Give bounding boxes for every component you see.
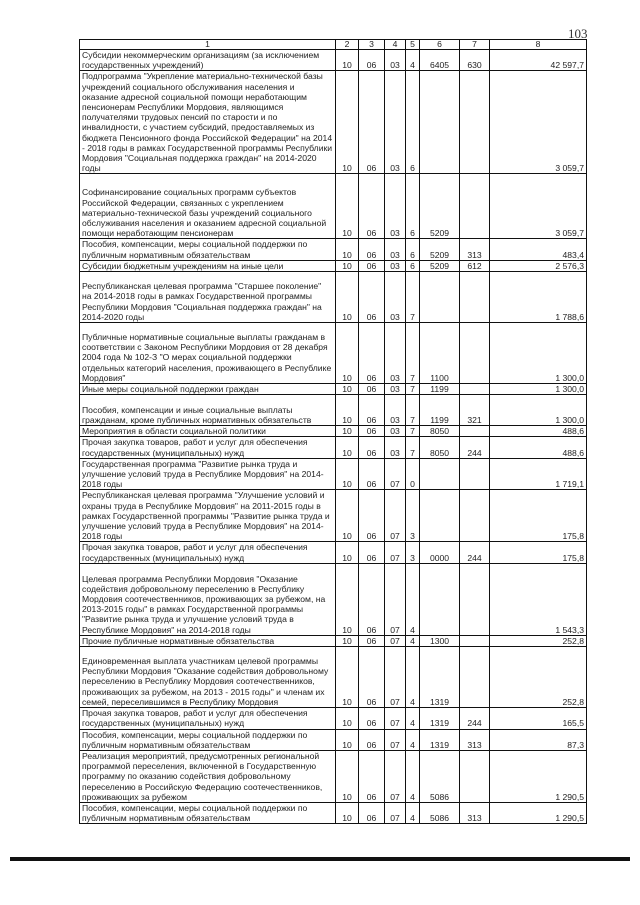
subsection-code-cell: 06 (359, 542, 385, 563)
page-number: 103 (568, 26, 588, 41)
program-code-cell: 07 (385, 563, 406, 635)
expense-type-cell (460, 323, 490, 384)
expense-type-cell (460, 174, 490, 239)
expense-type-cell (460, 490, 490, 542)
expense-type-cell: 313 (460, 802, 490, 823)
program-code-cell: 07 (385, 635, 406, 646)
subprogram-code-cell: 7 (406, 323, 420, 384)
subsection-code-cell: 06 (359, 729, 385, 750)
section-code-cell: 10 (336, 239, 359, 260)
column-header: 4 (385, 40, 406, 50)
subprogram-code-cell: 6 (406, 260, 420, 271)
column-header: 5 (406, 40, 420, 50)
table-row (80, 174, 587, 239)
amount-cell: 1 543,3 (490, 563, 587, 635)
column-header: 8 (490, 40, 587, 50)
subprogram-code-cell: 6 (406, 239, 420, 260)
row-name-cell: Пособия, компенсации, меры социальной поддержки по публичным нормативным обязательствам (80, 239, 336, 260)
program-code-cell: 03 (385, 50, 406, 71)
section-code-cell: 10 (336, 272, 359, 323)
program-code-cell: 07 (385, 750, 406, 802)
column-header: 7 (460, 40, 490, 50)
subsection-code-cell: 06 (359, 708, 385, 729)
amount-cell: 1 300,0 (490, 395, 587, 426)
section-code-cell: 10 (336, 729, 359, 750)
table-row (80, 708, 587, 729)
target-item-code-cell (420, 563, 460, 635)
subprogram-code-cell: 4 (406, 635, 420, 646)
subsection-code-cell: 06 (359, 647, 385, 708)
table-row (80, 458, 587, 490)
amount-cell: 3 059,7 (490, 71, 587, 174)
subprogram-code-cell: 4 (406, 729, 420, 750)
program-code-cell: 03 (385, 437, 406, 458)
row-name-cell: Подпрограмма "Укрепление материально-технической базы учреждений социального обслуживания населения и оказание адресной социальной помощи неработающим пенсионерам Республики Мордовия, являющимся получателями трудовых пенсий по старости и по инвалидности, с участием субсидий, предоставляемых из бюджета Пенсионного фонда Российской Федерации" на 2014 - 2018 годы в рамках Государственной программы Республики Мордовия "Социальная поддержка граждан" на 2014-2020 годы (80, 71, 336, 174)
subsection-code-cell: 06 (359, 323, 385, 384)
subsection-code-cell: 06 (359, 437, 385, 458)
section-code-cell: 10 (336, 384, 359, 395)
table-row (80, 729, 587, 750)
row-name-cell: Субсидии бюджетным учреждениям на иные цели (80, 260, 336, 271)
section-code-cell: 10 (336, 323, 359, 384)
program-code-cell: 03 (385, 260, 406, 271)
header-row (80, 40, 587, 50)
budget-table (79, 39, 587, 824)
expense-type-cell (460, 563, 490, 635)
section-code-cell: 10 (336, 563, 359, 635)
program-code-cell: 03 (385, 272, 406, 323)
target-item-code-cell (420, 71, 460, 174)
row-name-cell: Целевая программа Республики Мордовия "Оказание содействия добровольному переселению в Республику Мордовия соотечественников, проживающих за рубежом, на 2013-2015 годы" в рамках Государственной программы "Развитие рынка труда и улучшение условий труда в Республике Мордовия" на 2014-2018 годы (80, 563, 336, 635)
expense-type-cell: 321 (460, 395, 490, 426)
program-code-cell: 03 (385, 239, 406, 260)
amount-cell: 2 576,3 (490, 260, 587, 271)
table-row (80, 563, 587, 635)
expense-type-cell (460, 750, 490, 802)
program-code-cell: 03 (385, 426, 406, 437)
program-code-cell: 03 (385, 395, 406, 426)
subprogram-code-cell: 4 (406, 563, 420, 635)
amount-cell: 165,5 (490, 708, 587, 729)
section-code-cell: 10 (336, 437, 359, 458)
expense-type-cell (460, 71, 490, 174)
target-item-code-cell (420, 490, 460, 542)
target-item-code-cell (420, 458, 460, 490)
program-code-cell: 03 (385, 174, 406, 239)
section-code-cell: 10 (336, 490, 359, 542)
row-name-cell: Реализация мероприятий, предусмотренных региональной программой переселения, включенной в Государственную программу по оказанию содействия добровольному переселению в Российскую Федерацию соотечественников, проживающих за рубежом (80, 750, 336, 802)
row-name-cell: Единовременная выплата участникам целевой программы Республики Мордовия "Оказание содействия добровольному переселению в Республику Мордовия соотечественников, проживающих за рубежом, на 2013 - 2015 годы" и членам их семей, переселившимся в Республику Мордовия (80, 647, 336, 708)
target-item-code-cell: 1319 (420, 729, 460, 750)
section-code-cell: 10 (336, 542, 359, 563)
target-item-code-cell: 1300 (420, 635, 460, 646)
target-item-code-cell (420, 272, 460, 323)
subsection-code-cell: 06 (359, 174, 385, 239)
expense-type-cell: 630 (460, 50, 490, 71)
table-row (80, 71, 587, 174)
subprogram-code-cell: 7 (406, 426, 420, 437)
expense-type-cell: 244 (460, 542, 490, 563)
section-code-cell: 10 (336, 708, 359, 729)
table-body (80, 50, 587, 824)
column-header: 3 (359, 40, 385, 50)
expense-type-cell: 244 (460, 437, 490, 458)
section-code-cell: 10 (336, 750, 359, 802)
section-code-cell: 10 (336, 174, 359, 239)
expense-type-cell (460, 458, 490, 490)
amount-cell: 175,8 (490, 542, 587, 563)
subsection-code-cell: 06 (359, 563, 385, 635)
program-code-cell: 07 (385, 708, 406, 729)
subsection-code-cell: 06 (359, 750, 385, 802)
subsection-code-cell: 06 (359, 260, 385, 271)
program-code-cell: 07 (385, 729, 406, 750)
subprogram-code-cell: 7 (406, 437, 420, 458)
column-header: 1 (80, 40, 336, 50)
target-item-code-cell: 1199 (420, 395, 460, 426)
program-code-cell: 03 (385, 71, 406, 174)
amount-cell: 252,8 (490, 647, 587, 708)
program-code-cell: 07 (385, 458, 406, 490)
subsection-code-cell: 06 (359, 239, 385, 260)
target-item-code-cell: 1100 (420, 323, 460, 384)
program-code-cell: 07 (385, 542, 406, 563)
expense-type-cell (460, 272, 490, 323)
subsection-code-cell: 06 (359, 426, 385, 437)
expense-type-cell (460, 647, 490, 708)
section-code-cell: 10 (336, 647, 359, 708)
bottom-rule (10, 857, 630, 861)
row-name-cell: Прочая закупка товаров, работ и услуг для обеспечения государственных (муниципальных) нужд (80, 542, 336, 563)
table-row (80, 490, 587, 542)
section-code-cell: 10 (336, 71, 359, 174)
target-item-code-cell: 8050 (420, 426, 460, 437)
table-row (80, 635, 587, 646)
program-code-cell: 07 (385, 802, 406, 823)
row-name-cell: Пособия, компенсации и иные социальные выплаты гражданам, кроме публичных нормативных обязательств (80, 395, 336, 426)
column-header: 6 (420, 40, 460, 50)
target-item-code-cell: 1319 (420, 708, 460, 729)
subprogram-code-cell: 4 (406, 750, 420, 802)
subprogram-code-cell: 0 (406, 458, 420, 490)
expense-type-cell: 612 (460, 260, 490, 271)
table-row (80, 542, 587, 563)
table-row (80, 802, 587, 823)
target-item-code-cell: 5086 (420, 802, 460, 823)
section-code-cell: 10 (336, 50, 359, 71)
amount-cell: 488,6 (490, 437, 587, 458)
amount-cell: 1 290,5 (490, 750, 587, 802)
table-row (80, 239, 587, 260)
subprogram-code-cell: 7 (406, 384, 420, 395)
amount-cell: 252,8 (490, 635, 587, 646)
subsection-code-cell: 06 (359, 395, 385, 426)
subprogram-code-cell: 3 (406, 542, 420, 563)
section-code-cell: 10 (336, 802, 359, 823)
table-row (80, 437, 587, 458)
subprogram-code-cell: 4 (406, 647, 420, 708)
table-row (80, 750, 587, 802)
table-row (80, 395, 587, 426)
subprogram-code-cell: 6 (406, 174, 420, 239)
amount-cell: 1 300,0 (490, 323, 587, 384)
subprogram-code-cell: 7 (406, 395, 420, 426)
expense-type-cell (460, 635, 490, 646)
amount-cell: 1 300,0 (490, 384, 587, 395)
subprogram-code-cell: 4 (406, 50, 420, 71)
table-row (80, 323, 587, 384)
subsection-code-cell: 06 (359, 71, 385, 174)
expense-type-cell (460, 384, 490, 395)
row-name-cell: Публичные нормативные социальные выплаты гражданам в соответствии с Законом Республики Мордовия от 28 декабря 2004 года № 102-З "О мерах социальной поддержки отдельных категорий населения, проживающего в Республике Мордовия" (80, 323, 336, 384)
subsection-code-cell: 06 (359, 802, 385, 823)
subsection-code-cell: 06 (359, 635, 385, 646)
subsection-code-cell: 06 (359, 384, 385, 395)
subsection-code-cell: 06 (359, 50, 385, 71)
row-name-cell: Прочая закупка товаров, работ и услуг для обеспечения государственных (муниципальных) нужд (80, 708, 336, 729)
target-item-code-cell: 6405 (420, 50, 460, 71)
program-code-cell: 03 (385, 384, 406, 395)
table-row (80, 647, 587, 708)
subprogram-code-cell: 7 (406, 272, 420, 323)
table-row (80, 50, 587, 71)
row-name-cell: Софинансирование социальных программ субъектов Российской Федерации, связанных с укреплением материально-технической базы учреждений социального обслуживания населения и оказанием адресной социальной помощи неработающим пенсионерам (80, 174, 336, 239)
amount-cell: 3 059,7 (490, 174, 587, 239)
table-row (80, 426, 587, 437)
section-code-cell: 10 (336, 395, 359, 426)
target-item-code-cell: 5209 (420, 260, 460, 271)
program-code-cell: 07 (385, 490, 406, 542)
amount-cell: 175,8 (490, 490, 587, 542)
table-row (80, 260, 587, 271)
subsection-code-cell: 06 (359, 458, 385, 490)
target-item-code-cell: 5086 (420, 750, 460, 802)
target-item-code-cell: 5209 (420, 239, 460, 260)
row-name-cell: Прочая закупка товаров, работ и услуг для обеспечения государственных (муниципальных) нужд (80, 437, 336, 458)
amount-cell: 488,6 (490, 426, 587, 437)
row-name-cell: Республиканская целевая программа "Улучшение условий и охраны труда в Республике Мордовия" на 2011-2015 годы в рамках Государственной программы "Развитие рынка труда и улучшение условий труда в Республике Мордовия" на 2014-2018 годы (80, 490, 336, 542)
amount-cell: 1 719,1 (490, 458, 587, 490)
section-code-cell: 10 (336, 635, 359, 646)
expense-type-cell: 313 (460, 729, 490, 750)
target-item-code-cell: 0000 (420, 542, 460, 563)
subprogram-code-cell: 6 (406, 71, 420, 174)
target-item-code-cell: 1199 (420, 384, 460, 395)
table-row (80, 384, 587, 395)
subprogram-code-cell: 4 (406, 802, 420, 823)
row-name-cell: Субсидии некоммерческим организациям (за исключением государственных учреждений) (80, 50, 336, 71)
target-item-code-cell: 1319 (420, 647, 460, 708)
expense-type-cell (460, 426, 490, 437)
amount-cell: 87,3 (490, 729, 587, 750)
amount-cell: 42 597,7 (490, 50, 587, 71)
table-row (80, 272, 587, 323)
subsection-code-cell: 06 (359, 272, 385, 323)
subsection-code-cell: 06 (359, 490, 385, 542)
section-code-cell: 10 (336, 260, 359, 271)
row-name-cell: Республиканская целевая программа "Старшее поколение" на 2014-2018 годы в рамках Государственной программы Республики Мордовия "Социальная поддержка граждан" на 2014-2020 годы (80, 272, 336, 323)
row-name-cell: Прочие публичные нормативные обязательства (80, 635, 336, 646)
subprogram-code-cell: 3 (406, 490, 420, 542)
expense-type-cell: 313 (460, 239, 490, 260)
row-name-cell: Пособия, компенсации, меры социальной поддержки по публичным нормативным обязательствам (80, 729, 336, 750)
column-header: 2 (336, 40, 359, 50)
amount-cell: 1 290,5 (490, 802, 587, 823)
subprogram-code-cell: 4 (406, 708, 420, 729)
program-code-cell: 03 (385, 323, 406, 384)
row-name-cell: Пособия, компенсации, меры социальной поддержки по публичным нормативным обязательствам (80, 802, 336, 823)
section-code-cell: 10 (336, 458, 359, 490)
expense-type-cell: 244 (460, 708, 490, 729)
row-name-cell: Мероприятия в области социальной политики (80, 426, 336, 437)
target-item-code-cell: 8050 (420, 437, 460, 458)
program-code-cell: 07 (385, 647, 406, 708)
row-name-cell: Государственная программа "Развитие рынка труда и улучшение условий труда в Республике Мордовия" на 2014-2018 годы (80, 458, 336, 490)
amount-cell: 483,4 (490, 239, 587, 260)
row-name-cell: Иные меры социальной поддержки граждан (80, 384, 336, 395)
amount-cell: 1 788,6 (490, 272, 587, 323)
section-code-cell: 10 (336, 426, 359, 437)
target-item-code-cell: 5209 (420, 174, 460, 239)
